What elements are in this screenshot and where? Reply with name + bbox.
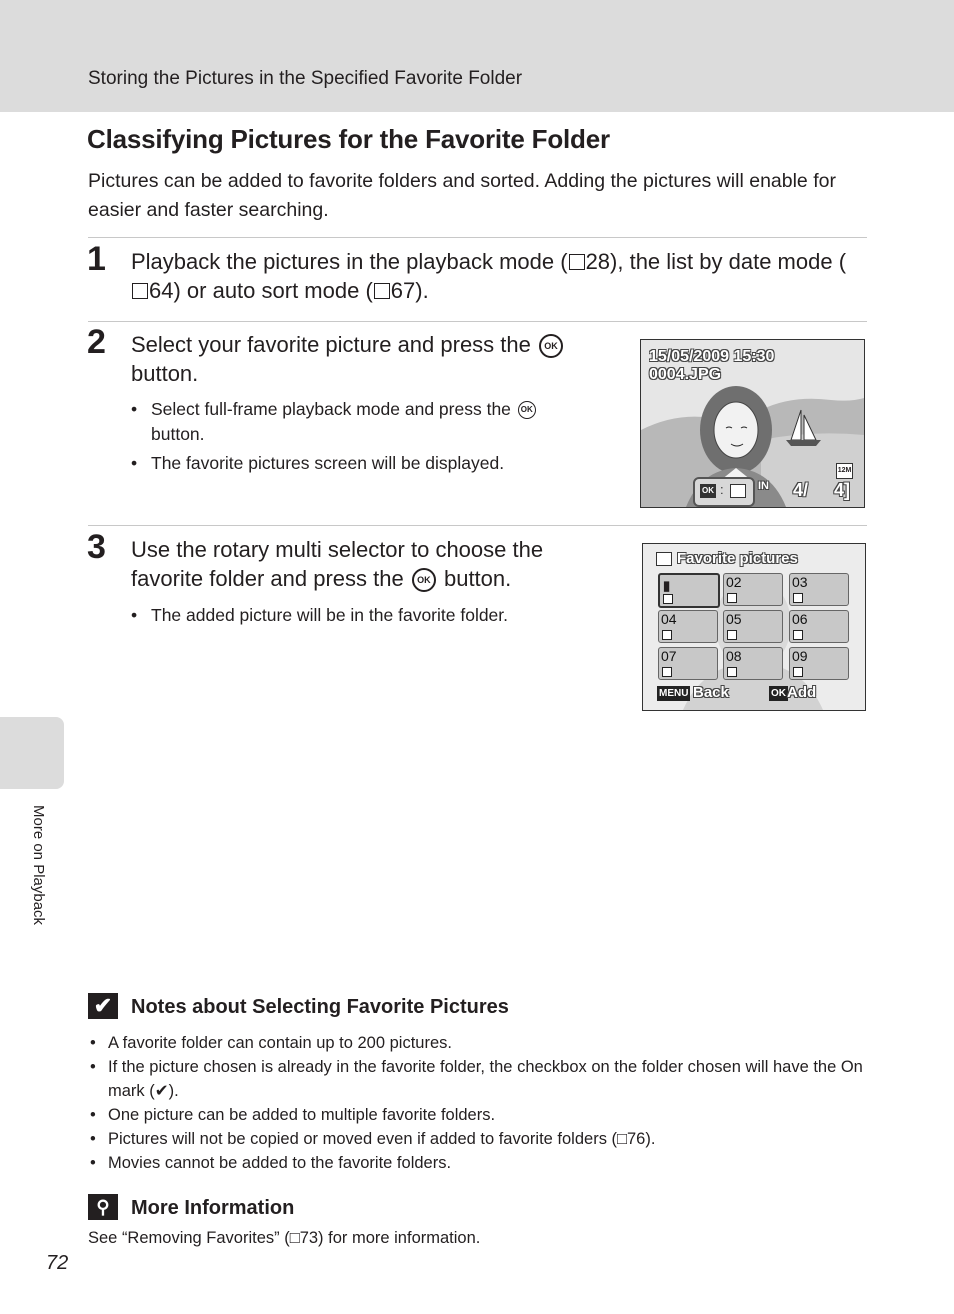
- folder-slot-6[interactable]: [789, 610, 849, 643]
- running-header: Storing the Pictures in the Specified Favorite Folder: [88, 68, 523, 89]
- favorite-pictures-screen: [642, 543, 866, 711]
- screen-title: Favorite pictures: [677, 550, 798, 567]
- camera-playback-screen: [640, 339, 865, 508]
- folder-number: 02: [726, 574, 742, 590]
- divider: [88, 321, 867, 322]
- list-item: • One picture can be added to multiple favorite folders.: [88, 1103, 878, 1127]
- checkmark-note-icon: ✔: [88, 993, 118, 1019]
- favorite-folder-icon: [730, 484, 746, 498]
- folder-number: 08: [726, 648, 742, 664]
- step-3-number: 3: [87, 528, 106, 566]
- ok-favorite-prompt: [693, 477, 755, 507]
- photo-filename: 0004.JPG: [649, 366, 722, 383]
- page-number: 72: [46, 1252, 69, 1274]
- folder-slot-1[interactable]: [658, 573, 720, 608]
- colon-separator: :: [720, 482, 724, 497]
- folder-number: 05: [726, 611, 742, 627]
- ok-button-icon: OK: [412, 568, 436, 592]
- folder-checkbox: [793, 667, 803, 677]
- list-item: • Select full-frame playback mode and press the OK button.: [131, 397, 581, 447]
- folder-number: 06: [792, 611, 808, 627]
- step-3-bullets: [131, 603, 581, 632]
- divider: [88, 525, 867, 526]
- list-item: • Pictures will not be copied or moved even if added to favorite folders (□76).: [88, 1127, 878, 1151]
- folder-slot-7[interactable]: [658, 647, 718, 680]
- step-1-number: 1: [87, 240, 106, 278]
- chapter-tab: [0, 717, 64, 789]
- step-2-bullets: [131, 397, 581, 480]
- back-label: Back: [693, 684, 729, 701]
- folder-slot-5[interactable]: [723, 610, 783, 643]
- divider: [88, 237, 867, 238]
- folder-checkbox: [793, 630, 803, 640]
- section-title: Classifying Pictures for the Favorite Folder: [87, 124, 610, 154]
- page-ref-icon: [132, 283, 148, 299]
- folder-slot-2[interactable]: [723, 573, 783, 606]
- folder-number: 03: [792, 574, 808, 590]
- folder-number: 04: [661, 611, 677, 627]
- chapter-label: More on Playback: [30, 805, 47, 926]
- notes-title: Notes about Selecting Favorite Pictures: [131, 996, 509, 1018]
- page-ref-icon: [374, 283, 390, 299]
- frame-counter-total: 4]: [834, 480, 851, 500]
- ok-key-icon: OK: [700, 484, 716, 498]
- menu-key-icon: MENU: [659, 688, 689, 699]
- step-1-text: Playback the pictures in the playback mode ( 28), the list by date mode (64) or auto sort mode ( 67).: [131, 249, 847, 303]
- folder-slot-4[interactable]: [658, 610, 718, 643]
- notes-list: [88, 1031, 878, 1175]
- list-item: • The favorite pictures screen will be displayed.: [131, 451, 581, 476]
- list-item: • The added picture will be in the favorite folder.: [131, 603, 581, 628]
- list-item: • A favorite folder can contain up to 200 pictures.: [88, 1031, 878, 1055]
- intro-paragraph: Pictures can be added to favorite folders and sorted. Adding the pictures will enable for easier and faster searching.: [88, 170, 836, 221]
- memory-in-label: IN: [758, 480, 769, 492]
- page-ref-icon: [569, 254, 585, 270]
- folder-checkbox: [727, 667, 737, 677]
- folder-slot-9[interactable]: [789, 647, 849, 680]
- favorite-folder-icon: [656, 552, 672, 566]
- folder-checkbox: [663, 594, 673, 604]
- add-label: Add: [787, 684, 817, 701]
- ok-button-icon: OK: [518, 401, 536, 419]
- page-header-band: [0, 0, 954, 112]
- photo-datetime: 15/05/2009 15:30: [649, 348, 775, 365]
- frame-counter-current: 4/: [793, 480, 809, 500]
- folder-checkbox: [727, 630, 737, 640]
- list-item: • If the picture chosen is already in the favorite folder, the checkbox on the folder chosen will have the On mark (✔).: [88, 1055, 878, 1103]
- more-info-title: More Information: [131, 1197, 295, 1219]
- folder-checkbox: [662, 667, 672, 677]
- folder-slot-8[interactable]: [723, 647, 783, 680]
- ok-key-icon: OK: [771, 688, 786, 699]
- folder-checkbox: [793, 593, 803, 603]
- image-size-badge: 12M: [836, 463, 853, 479]
- list-item: • Movies cannot be added to the favorite folders.: [88, 1151, 878, 1175]
- folder-checkbox: [727, 593, 737, 603]
- more-info-text: See “Removing Favorites” (□73) for more information.: [88, 1229, 481, 1247]
- folder-checkbox: [662, 630, 672, 640]
- step-2-number: 2: [87, 323, 106, 361]
- magnifier-info-icon: ⚲: [88, 1194, 118, 1220]
- step-3-text: Use the rotary multi selector to choose the favorite folder and press the OK button.: [131, 537, 544, 591]
- step-2-text: Select your favorite picture and press the OK button.: [131, 330, 601, 388]
- folder-1-icon: ▮: [663, 578, 671, 593]
- folder-number: 07: [661, 648, 677, 664]
- ok-button-icon: OK: [539, 334, 563, 358]
- folder-slot-3[interactable]: [789, 573, 849, 606]
- folder-number: 09: [792, 648, 808, 664]
